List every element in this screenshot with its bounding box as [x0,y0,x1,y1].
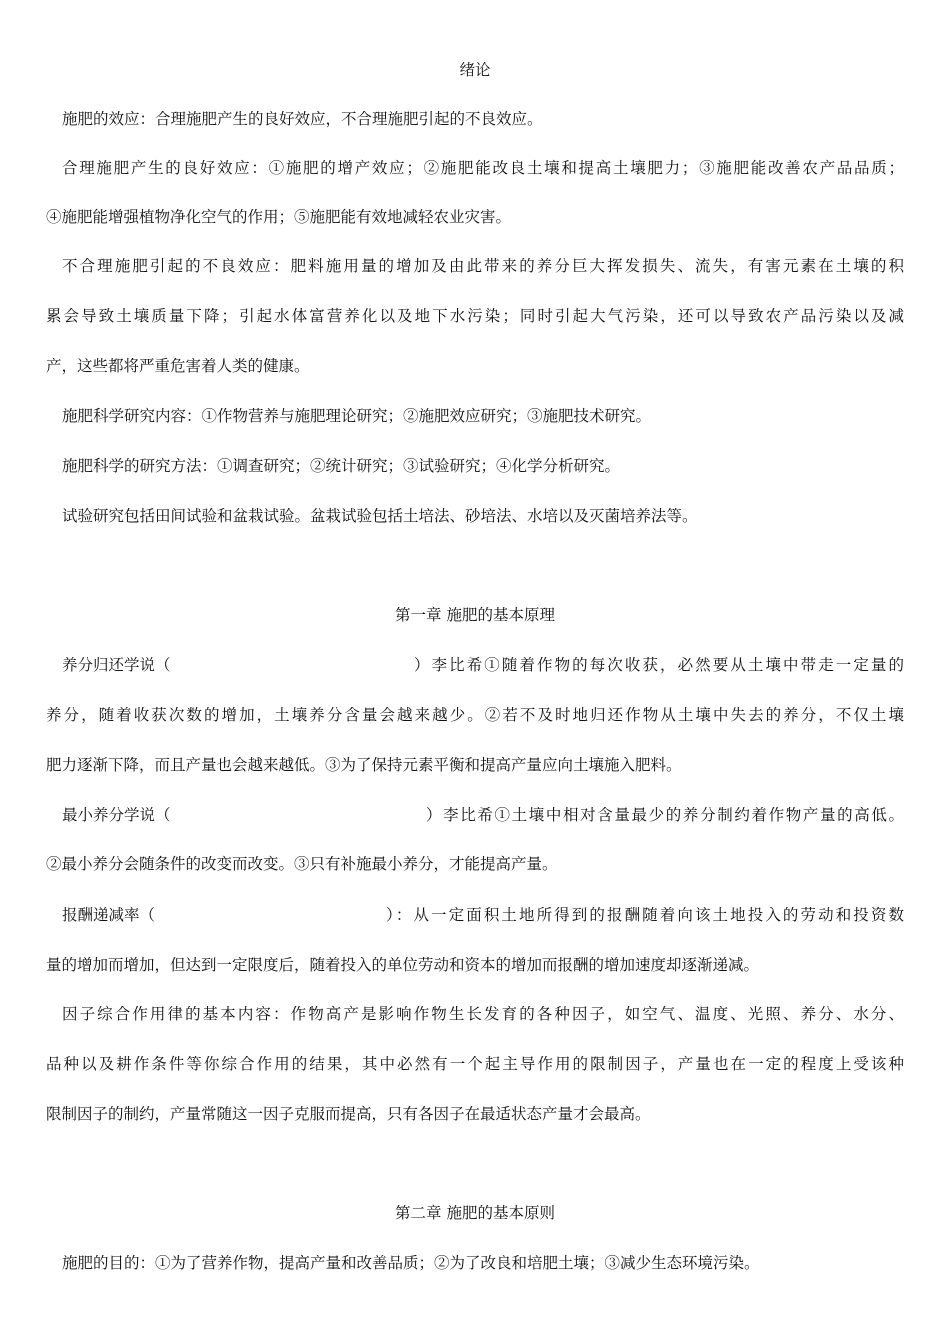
paragraph-research-content: 施肥科学研究内容：①作物营养与施肥理论研究；②施肥效应研究；③施肥技术研究。 [62,407,652,425]
paragraph-bad-effects-line2: 累会导致土壤质量下降；引起水体富营养化以及地下水污染；同时引起大气污染，还可以导致农产品污染以及减 [46,307,904,325]
section-title-intro: 绪论 [459,61,491,79]
paragraph-nutrient-return-line2: 养分，随着收获次数的增加，土壤养分含量会越来越少。②若不及时地归还作物从土壤中失去的养分，不仅土壤 [46,706,904,724]
paragraph-diminishing-returns-line2: 量的增加而增加，但达到一定限度后，随着投入的单位劳动和资本的增加而报酬的增加速度却逐渐递减。 [46,956,760,974]
paragraph-factor-law-line3: 限制因子的制约，产量常随这一因子克服而提高，只有各因子在最适状态产量才会最高。 [46,1105,651,1123]
paragraph-fertilization-effects: 施肥的效应：合理施肥产生的良好效应，不合理施肥引起的不良效应。 [62,110,543,128]
paragraph-diminishing-returns-left: 报酬递减率（ [62,906,156,924]
paragraph-factor-law-line2: 品种以及耕作条件等你综合作用的结果，其中必然有一个起主导作用的限制因子，产量也在一定的程度上受该种 [46,1055,904,1073]
paragraph-experiment-types: 试验研究包括田间试验和盆栽试验。盆栽试验包括土培法、砂培法、水培以及灭菌培养法等。 [62,507,698,525]
paragraph-factor-law-line1: 因子综合作用律的基本内容：作物高产是影响作物生长发育的各种因子，如空气、温度、光照、养分、水分、 [62,1005,904,1023]
paragraph-bad-effects-line3: 产，这些都将严重危害着人类的健康。 [46,357,310,375]
paragraph-fertilization-purpose: 施肥的目的：①为了营养作物，提高产量和改善品质；②为了改良和培肥土壤；③减少生态环境污染。 [62,1254,760,1272]
paragraph-minimum-nutrient-right: ）李比希①土壤中相对含量最少的养分制约着作物产量的高低。 [426,806,904,824]
section-title-chapter2: 第二章 施肥的基本原则 [395,1204,555,1222]
paragraph-good-effects-line1: 合理施肥产生的良好效应：①施肥的增产效应；②施肥能改良土壤和提高土壤肥力；③施肥能改善农产品品质； [62,159,904,177]
paragraph-nutrient-return-left: 养分归还学说（ [62,656,171,674]
paragraph-nutrient-return-right: ）李比希①随着作物的每次收获，必然要从土壤中带走一定量的 [414,656,904,674]
section-title-chapter1: 第一章 施肥的基本原理 [395,606,555,624]
paragraph-minimum-nutrient-line2: ②最小养分会随条件的改变而改变。③只有补施最小养分，才能提高产量。 [46,855,558,873]
paragraph-good-effects-line2: ④施肥能增强植物净化空气的作用；⑤施肥能有效地减轻农业灾害。 [46,208,512,226]
paragraph-nutrient-return-line3: 肥力逐渐下降，而且产量也会越来越低。③为了保持元素平衡和提高产量应向土壤施入肥料。 [46,756,682,774]
paragraph-minimum-nutrient-left: 最小养分学说（ [62,806,171,824]
paragraph-research-methods: 施肥科学的研究方法：①调查研究；②统计研究；③试验研究；④化学分析研究。 [62,457,621,475]
paragraph-bad-effects-line1: 不合理施肥引起的不良效应：肥料施用量的增加及由此带来的养分巨大挥发损失、流失，有害元素在土壤的积 [62,257,904,275]
paragraph-diminishing-returns-right: ）：从一定面积土地所得到的报酬随着向该土地投入的劳动和投资数 [386,906,904,924]
